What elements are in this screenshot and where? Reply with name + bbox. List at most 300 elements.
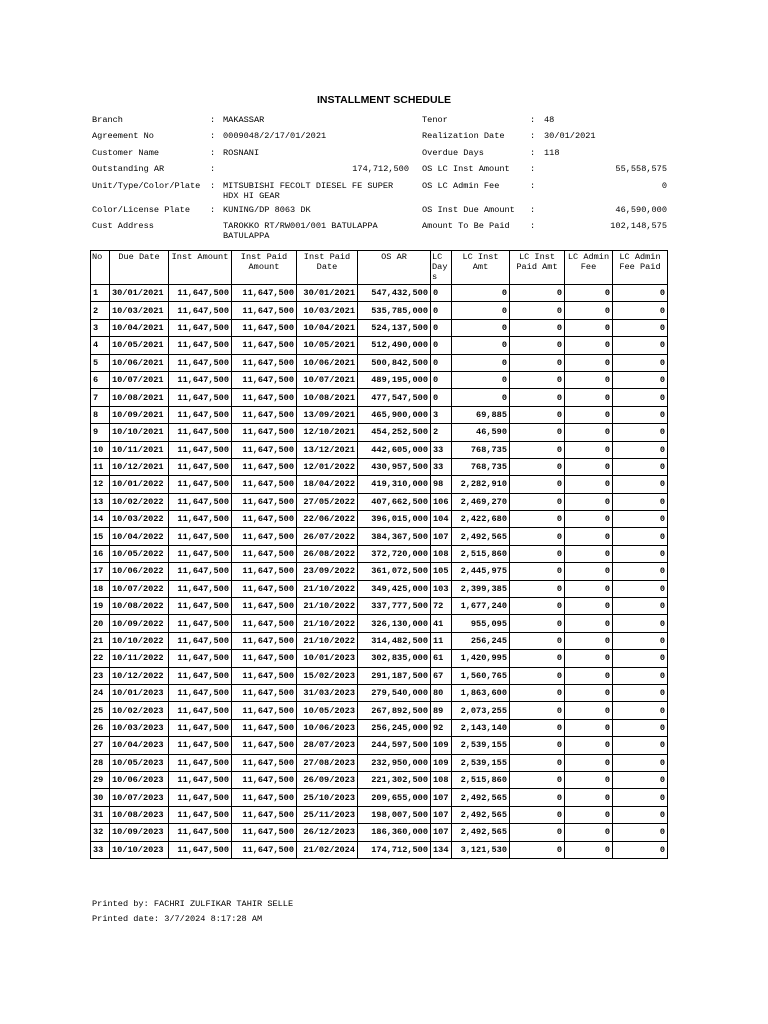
info-value: 46,590,000: [615, 205, 667, 215]
table-cell: 0: [613, 667, 668, 684]
table-cell: 0: [510, 354, 565, 371]
table-cell: 0: [565, 737, 613, 754]
table-cell: 33: [431, 441, 452, 458]
table-cell: 396,015,000: [358, 511, 431, 528]
table-cell: 547,432,500: [358, 285, 431, 302]
table-cell: 9: [91, 424, 110, 441]
table-cell: 0: [510, 319, 565, 336]
table-cell: 2: [431, 424, 452, 441]
table-cell: 2,422,680: [452, 511, 510, 528]
table-cell: 535,785,000: [358, 302, 431, 319]
table-row: [91, 285, 668, 302]
table-cell: 26/12/2023: [297, 824, 358, 841]
table-cell: 11,647,500: [232, 632, 297, 649]
table-cell: 0: [613, 424, 668, 441]
table-cell: 6: [91, 371, 110, 388]
info-label: Tenor: [422, 115, 448, 125]
table-cell: 0: [613, 615, 668, 632]
table-cell: 326,130,000: [358, 615, 431, 632]
table-cell: 0: [510, 841, 565, 858]
table-cell: 11,647,500: [232, 580, 297, 597]
table-cell: 11,647,500: [232, 667, 297, 684]
table-cell: 107: [431, 789, 452, 806]
table-cell: 2,143,140: [452, 719, 510, 736]
table-cell: 11,647,500: [232, 789, 297, 806]
table-cell: 11,647,500: [232, 754, 297, 771]
col-header: Inst Paid Amount: [232, 251, 297, 285]
table-cell: 10/04/2021: [110, 319, 169, 336]
table-cell: 0: [613, 319, 668, 336]
table-cell: 279,540,000: [358, 684, 431, 701]
table-cell: 13: [91, 493, 110, 510]
info-value: 174,712,500: [352, 164, 409, 174]
table-cell: 0: [565, 389, 613, 406]
table-cell: 0: [613, 528, 668, 545]
table-cell: 11: [431, 632, 452, 649]
table-cell: 11,647,500: [232, 389, 297, 406]
col-header: LC Inst Paid Amt: [510, 251, 565, 285]
table-cell: 2: [91, 302, 110, 319]
table-cell: 11,647,500: [169, 824, 232, 841]
table-row: [91, 476, 668, 493]
table-cell: 10/01/2022: [110, 476, 169, 493]
table-cell: 46,590: [452, 424, 510, 441]
table-cell: 103: [431, 580, 452, 597]
info-label: Amount To Be Paid: [422, 221, 510, 231]
table-cell: 12/10/2021: [297, 424, 358, 441]
table-cell: 10/06/2021: [110, 354, 169, 371]
table-cell: 0: [565, 528, 613, 545]
table-cell: 21: [91, 632, 110, 649]
table-row: [91, 806, 668, 823]
table-cell: 10/05/2021: [297, 337, 358, 354]
table-cell: 0: [510, 285, 565, 302]
col-header: Inst Amount: [169, 251, 232, 285]
table-cell: 11,647,500: [169, 319, 232, 336]
table-cell: 108: [431, 771, 452, 788]
info-colon: :: [530, 221, 536, 231]
table-cell: 11,647,500: [232, 684, 297, 701]
table-cell: 30/01/2021: [297, 285, 358, 302]
table-cell: 0: [431, 371, 452, 388]
table-cell: 0: [510, 389, 565, 406]
table-cell: 0: [510, 632, 565, 649]
table-row: [91, 824, 668, 841]
info-value: 55,558,575: [615, 164, 667, 174]
table-cell: 11,647,500: [232, 302, 297, 319]
table-cell: 11,647,500: [169, 702, 232, 719]
table-cell: 349,425,000: [358, 580, 431, 597]
table-cell: 25/10/2023: [297, 789, 358, 806]
table-row: [91, 389, 668, 406]
table-cell: 0: [565, 754, 613, 771]
table-cell: 2,515,860: [452, 545, 510, 562]
table-row: [91, 754, 668, 771]
table-cell: 314,482,500: [358, 632, 431, 649]
table-cell: 0: [613, 511, 668, 528]
table-cell: 10/11/2022: [110, 650, 169, 667]
table-cell: 11,647,500: [232, 371, 297, 388]
table-cell: 10: [91, 441, 110, 458]
table-cell: 10/12/2021: [110, 458, 169, 475]
table-cell: 0: [510, 563, 565, 580]
table-cell: 12: [91, 476, 110, 493]
table-cell: 0: [565, 684, 613, 701]
table-cell: 11,647,500: [232, 354, 297, 371]
table-cell: 10/08/2022: [110, 598, 169, 615]
table-cell: 10/04/2021: [297, 319, 358, 336]
table-cell: 27/08/2023: [297, 754, 358, 771]
table-cell: 0: [613, 493, 668, 510]
table-cell: 0: [613, 285, 668, 302]
table-cell: 108: [431, 545, 452, 562]
table-cell: 0: [613, 337, 668, 354]
table-row: [91, 632, 668, 649]
table-cell: 105: [431, 563, 452, 580]
table-cell: 0: [613, 632, 668, 649]
col-header: LC Inst Amt: [452, 251, 510, 285]
info-label: OS Inst Due Amount: [422, 205, 515, 215]
table-cell: 2,492,565: [452, 789, 510, 806]
table-cell: 0: [431, 354, 452, 371]
table-cell: 0: [613, 406, 668, 423]
table-cell: 0: [613, 441, 668, 458]
table-cell: 2,492,565: [452, 806, 510, 823]
table-cell: 11,647,500: [169, 789, 232, 806]
info-value: MITSUBISHI FECOLT DIESEL FE SUPER HDX HI GEAR: [223, 181, 394, 201]
table-cell: 0: [510, 476, 565, 493]
info-label: Agreement No: [92, 131, 154, 141]
table-row: [91, 424, 668, 441]
table-cell: 10/12/2022: [110, 667, 169, 684]
table-cell: 955,095: [452, 615, 510, 632]
printed-by: Printed by: FACHRI ZULFIKAR TAHIR SELLE: [92, 899, 294, 909]
info-colon: :: [530, 181, 536, 191]
table-cell: 0: [510, 737, 565, 754]
table-cell: 1: [91, 285, 110, 302]
table-cell: 10/01/2023: [297, 650, 358, 667]
table-cell: 0: [613, 580, 668, 597]
table-cell: 27: [91, 737, 110, 754]
table-cell: 23: [91, 667, 110, 684]
info-label: Cust Address: [92, 221, 154, 231]
table-cell: 26/09/2023: [297, 771, 358, 788]
table-cell: 61: [431, 650, 452, 667]
table-row: [91, 719, 668, 736]
table-cell: 209,655,000: [358, 789, 431, 806]
table-cell: 11,647,500: [232, 285, 297, 302]
table-cell: 0: [565, 632, 613, 649]
table-cell: 0: [613, 545, 668, 562]
table-cell: 768,735: [452, 441, 510, 458]
table-cell: 107: [431, 824, 452, 841]
table-cell: 10/05/2022: [110, 545, 169, 562]
table-cell: 10/10/2021: [110, 424, 169, 441]
table-cell: 10/07/2021: [297, 371, 358, 388]
table-cell: 0: [613, 719, 668, 736]
info-colon: :: [210, 205, 216, 215]
table-cell: 28/07/2023: [297, 737, 358, 754]
table-cell: 67: [431, 667, 452, 684]
table-cell: 10/02/2023: [110, 702, 169, 719]
table-cell: 11,647,500: [169, 493, 232, 510]
table-cell: 2,445,975: [452, 563, 510, 580]
table-cell: 221,302,500: [358, 771, 431, 788]
table-cell: 0: [565, 319, 613, 336]
table-row: [91, 511, 668, 528]
table-cell: 477,547,500: [358, 389, 431, 406]
table-cell: 0: [510, 824, 565, 841]
table-row: [91, 684, 668, 701]
col-header: LC Day s: [431, 251, 452, 285]
table-cell: 0: [510, 771, 565, 788]
table-cell: 0: [431, 285, 452, 302]
table-cell: 0: [613, 458, 668, 475]
table-cell: 25: [91, 702, 110, 719]
table-cell: 0: [565, 563, 613, 580]
table-cell: 0: [565, 354, 613, 371]
table-cell: 10/07/2022: [110, 580, 169, 597]
table-cell: 11,647,500: [169, 511, 232, 528]
table-cell: 0: [452, 319, 510, 336]
table-cell: 0: [452, 354, 510, 371]
table-cell: 11,647,500: [232, 476, 297, 493]
info-value: 0009048/2/17/01/2021: [223, 131, 327, 141]
table-row: [91, 371, 668, 388]
info-label: Customer Name: [92, 148, 160, 158]
table-cell: 23/09/2022: [297, 563, 358, 580]
table-cell: 10/08/2021: [110, 389, 169, 406]
table-cell: 10/04/2022: [110, 528, 169, 545]
table-cell: 419,310,000: [358, 476, 431, 493]
table-row: [91, 615, 668, 632]
table-cell: 21/10/2022: [297, 615, 358, 632]
table-cell: 0: [510, 337, 565, 354]
table-cell: 29: [91, 771, 110, 788]
table-cell: 11,647,500: [232, 337, 297, 354]
table-cell: 0: [565, 598, 613, 615]
table-cell: 27/05/2022: [297, 493, 358, 510]
table-cell: 0: [510, 371, 565, 388]
table-cell: 0: [565, 458, 613, 475]
table-cell: 186,360,000: [358, 824, 431, 841]
table-cell: 11,647,500: [169, 737, 232, 754]
table-cell: 11,647,500: [169, 476, 232, 493]
table-cell: 11,647,500: [232, 841, 297, 858]
table-cell: 3: [91, 319, 110, 336]
table-cell: 3,121,530: [452, 841, 510, 858]
table-cell: 21/10/2022: [297, 632, 358, 649]
table-cell: 11,647,500: [169, 354, 232, 371]
table-cell: 0: [510, 528, 565, 545]
table-row: [91, 598, 668, 615]
table-cell: 0: [565, 337, 613, 354]
info-value: 48: [544, 115, 555, 125]
table-cell: 11,647,500: [169, 528, 232, 545]
table-cell: 0: [510, 493, 565, 510]
info-colon: :: [530, 131, 536, 141]
info-label: OS LC Admin Fee: [422, 181, 500, 191]
document-title: INSTALLMENT SCHEDULE: [317, 94, 451, 106]
table-cell: 302,835,000: [358, 650, 431, 667]
table-cell: 442,605,000: [358, 441, 431, 458]
table-cell: 11,647,500: [232, 598, 297, 615]
table-cell: 11,647,500: [232, 493, 297, 510]
table-row: [91, 580, 668, 597]
table-cell: 0: [565, 667, 613, 684]
col-header: OS AR: [358, 251, 431, 285]
table-row: [91, 841, 668, 858]
table-cell: 0: [613, 806, 668, 823]
table-cell: 174,712,500: [358, 841, 431, 858]
table-cell: 41: [431, 615, 452, 632]
table-cell: 10/03/2023: [110, 719, 169, 736]
table-cell: 2,282,910: [452, 476, 510, 493]
table-cell: 10/07/2023: [110, 789, 169, 806]
table-cell: 19: [91, 598, 110, 615]
table-cell: 0: [565, 702, 613, 719]
table-cell: 0: [613, 789, 668, 806]
table-cell: 0: [565, 650, 613, 667]
table-cell: 11: [91, 458, 110, 475]
table-cell: 7: [91, 389, 110, 406]
table-cell: 1,863,600: [452, 684, 510, 701]
table-row: [91, 771, 668, 788]
table-row: [91, 737, 668, 754]
table-cell: 1,420,995: [452, 650, 510, 667]
table-cell: 11,647,500: [169, 285, 232, 302]
table-row: [91, 650, 668, 667]
table-cell: 291,187,500: [358, 667, 431, 684]
table-row: [91, 441, 668, 458]
table-cell: 21/02/2024: [297, 841, 358, 858]
table-cell: 11,647,500: [169, 302, 232, 319]
table-cell: 69,885: [452, 406, 510, 423]
table-cell: 11,647,500: [169, 441, 232, 458]
table-cell: 430,957,500: [358, 458, 431, 475]
table-cell: 11,647,500: [169, 771, 232, 788]
table-cell: 0: [565, 789, 613, 806]
table-cell: 11,647,500: [169, 806, 232, 823]
table-cell: 10/10/2022: [110, 632, 169, 649]
table-cell: 109: [431, 754, 452, 771]
table-row: [91, 354, 668, 371]
table-cell: 489,195,000: [358, 371, 431, 388]
table-cell: 407,662,500: [358, 493, 431, 510]
table-cell: 11,647,500: [169, 563, 232, 580]
table-cell: 21/10/2022: [297, 598, 358, 615]
table-row: [91, 302, 668, 319]
table-cell: 11,647,500: [169, 406, 232, 423]
table-cell: 72: [431, 598, 452, 615]
table-cell: 33: [431, 458, 452, 475]
printed-date: Printed date: 3/7/2024 8:17:28 AM: [92, 914, 263, 924]
table-cell: 11,647,500: [232, 615, 297, 632]
table-cell: 10/10/2023: [110, 841, 169, 858]
table-cell: 0: [452, 285, 510, 302]
table-cell: 11,647,500: [232, 737, 297, 754]
table-row: [91, 493, 668, 510]
table-cell: 31: [91, 806, 110, 823]
table-cell: 0: [510, 806, 565, 823]
table-cell: 0: [613, 771, 668, 788]
table-cell: 0: [510, 441, 565, 458]
table-cell: 0: [510, 789, 565, 806]
table-cell: 0: [613, 737, 668, 754]
table-cell: 0: [510, 458, 565, 475]
table-cell: 0: [510, 598, 565, 615]
info-colon: :: [210, 115, 216, 125]
table-cell: 0: [452, 302, 510, 319]
table-cell: 89: [431, 702, 452, 719]
table-cell: 11,647,500: [169, 545, 232, 562]
table-cell: 11,647,500: [232, 771, 297, 788]
table-cell: 11,647,500: [232, 528, 297, 545]
table-cell: 0: [613, 354, 668, 371]
table-cell: 1,560,765: [452, 667, 510, 684]
table-cell: 2,492,565: [452, 824, 510, 841]
table-cell: 256,245: [452, 632, 510, 649]
table-cell: 0: [565, 719, 613, 736]
info-label: Outstanding AR: [92, 164, 165, 174]
table-cell: 30/01/2021: [110, 285, 169, 302]
table-cell: 10/06/2021: [297, 354, 358, 371]
col-header: Inst Paid Date: [297, 251, 358, 285]
table-cell: 768,735: [452, 458, 510, 475]
table-cell: 13/12/2021: [297, 441, 358, 458]
table-cell: 11,647,500: [169, 598, 232, 615]
table-cell: 454,252,500: [358, 424, 431, 441]
table-cell: 0: [510, 702, 565, 719]
table-cell: 22: [91, 650, 110, 667]
table-cell: 267,892,500: [358, 702, 431, 719]
table-cell: 0: [565, 771, 613, 788]
table-cell: 0: [510, 302, 565, 319]
table-cell: 10/06/2022: [110, 563, 169, 580]
table-cell: 10/09/2021: [110, 406, 169, 423]
table-row: [91, 667, 668, 684]
table-cell: 11,647,500: [169, 684, 232, 701]
table-cell: 10/05/2023: [110, 754, 169, 771]
table-cell: 361,072,500: [358, 563, 431, 580]
table-cell: 11,647,500: [232, 511, 297, 528]
table-cell: 0: [565, 406, 613, 423]
table-cell: 15/02/2023: [297, 667, 358, 684]
table-cell: 10/08/2023: [110, 806, 169, 823]
table-cell: 109: [431, 737, 452, 754]
table-row: [91, 458, 668, 475]
table-cell: 134: [431, 841, 452, 858]
table-cell: 0: [510, 580, 565, 597]
table-cell: 0: [452, 389, 510, 406]
table-cell: 10/03/2022: [110, 511, 169, 528]
table-cell: 0: [613, 476, 668, 493]
table-cell: 0: [613, 754, 668, 771]
info-value: 118: [544, 148, 560, 158]
table-cell: 11,647,500: [232, 702, 297, 719]
right-info-block: [0, 115, 768, 245]
table-row: [91, 319, 668, 336]
info-value: 102,148,575: [610, 221, 667, 231]
table-cell: 10/09/2022: [110, 615, 169, 632]
table-cell: 10/02/2022: [110, 493, 169, 510]
table-cell: 11,647,500: [169, 580, 232, 597]
table-cell: 11,647,500: [232, 441, 297, 458]
table-cell: 0: [510, 684, 565, 701]
table-cell: 11,647,500: [232, 319, 297, 336]
table-cell: 10/03/2021: [110, 302, 169, 319]
table-cell: 26: [91, 719, 110, 736]
